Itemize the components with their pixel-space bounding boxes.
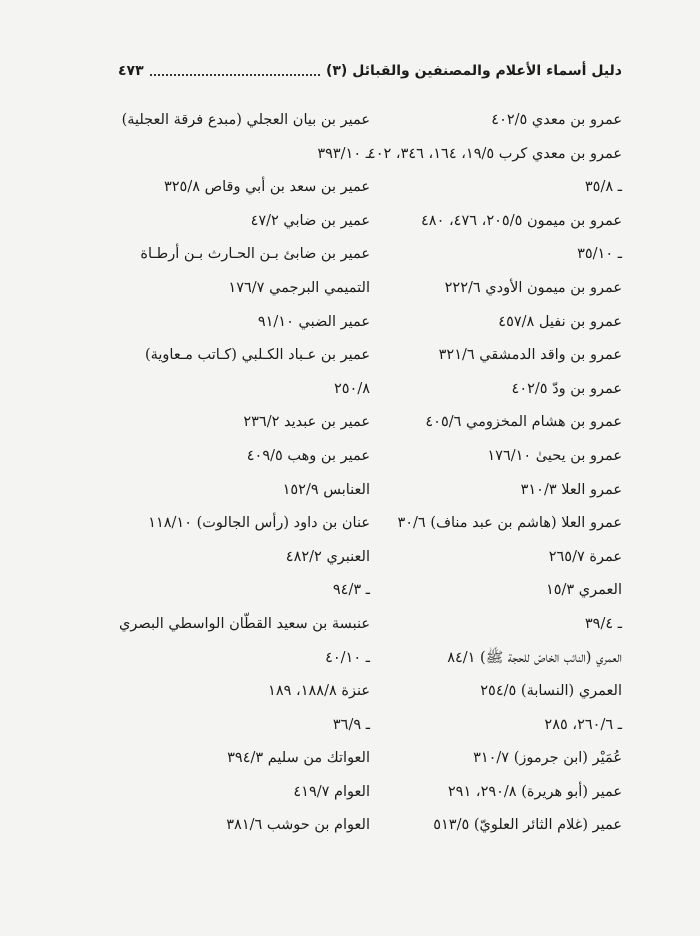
index-entry: عمير بن عبديد ٢٣٦/٢ <box>243 414 370 431</box>
index-entry: العنبري ٤٨٢/٢ <box>285 548 370 565</box>
index-column-right <box>362 104 622 843</box>
index-entry: العواتك من سليم ٣٩٤/٣ <box>227 750 370 767</box>
index-entry: ـ ٢٦٠/٦، ٢٨٥ <box>544 716 622 733</box>
index-entry: عمير (أبو هريرة) ٢٩٠/٨، ٢٩١ <box>447 783 622 800</box>
index-entry: عمرة ٢٦٥/٧ <box>548 548 622 565</box>
index-entry: ـ ٣٦/٩ <box>332 716 370 733</box>
index-entry: عمرو العلا ٣١٠/٣ <box>520 481 622 498</box>
header-leader-dots <box>150 74 320 76</box>
index-entry: عمرو بن هشام المخزومي ٤٠٥/٦ <box>425 414 622 431</box>
index-entry: العوام ٤١٩/٧ <box>293 783 370 800</box>
index-entry: التميمي البرجمي ١٧٦/٧ <box>228 279 370 296</box>
header-title: دليل أسماء الأعلام والمصنفين والقبائل (٣) <box>325 63 622 79</box>
index-entry: عمير بن ضابئ بـن الحـارث بـن أرطـاة <box>140 246 370 263</box>
index-entry: عمير بن وهب ٤٠٩/٥ <box>246 447 370 464</box>
index-entry: عمرو العلا (هاشم بن عبد مناف) ٣٠/٦ <box>397 515 622 532</box>
index-entry: ـ ٣٩٣/١٠ <box>317 145 370 162</box>
index-column-left <box>119 104 370 843</box>
index-entry: عمرو بن ودّ ٤٠٢/٥ <box>511 380 622 397</box>
index-entry: ـ ٣٥/٨ <box>584 179 622 196</box>
index-entry: عمير بن ضابي ٤٧/٢ <box>250 212 370 229</box>
index-entry: عمير الضبي ٩١/١٠ <box>257 313 370 330</box>
index-entry: عمير بن بيان العجلي (مبدع فرقة العجلية) <box>121 112 370 128</box>
index-entry: ـ ٣٩/٤ <box>584 615 622 632</box>
index-entry: العمري (النائب الخاصّ للحجة ﷺ) ٨٤/١ <box>447 649 622 666</box>
index-entry: عنزة ١٨٨/٨، ١٨٩ <box>268 683 370 700</box>
index-entry: عمير (غلام الثائر العلويّ) ٥١٣/٥ <box>433 817 622 834</box>
index-entry: عمرو بن ميمون ٢٠٥/٥، ٤٧٦، ٤٨٠ <box>421 212 622 229</box>
index-entry: عُمَيْر (ابن جرموز) ٣١٠/٧ <box>473 750 622 767</box>
index-entry: عمير بن سعد بن أبي وقاص ٣٢٥/٨ <box>163 179 370 196</box>
index-entry: عمرو بن يحيىٰ ١٧٦/١٠ <box>487 447 622 464</box>
index-entry: عمرو بن ميمون الأودي ٢٢٢/٦ <box>444 279 622 296</box>
page-number: ٤٧٣ <box>118 63 144 79</box>
index-entry: العنابس ١٥٢/٩ <box>282 481 370 498</box>
index-entry: ـ ٩٤/٣ <box>332 582 370 599</box>
index-entry: عمرو بن معدي ٤٠٢/٥ <box>491 112 622 128</box>
index-entry: عمرو بن معدي كرب ١٩/٥، ١٦٤، ٣٤٦، ٤٠٢ <box>367 145 622 162</box>
index-entry: عمير بن عـباد الكـلبي (كـاتب مـعاوية) <box>144 347 370 364</box>
index-entry: العوام بن حوشب ٣٨١/٦ <box>226 817 370 834</box>
index-entry: ـ ٤٠/١٠ <box>325 649 370 666</box>
index-entry: ٢٥٠/٨ <box>333 380 370 397</box>
index-entry: العمري (النسابة) ٢٥٤/٥ <box>480 683 622 700</box>
index-entry: عمرو بن نفيل ٤٥٧/٨ <box>498 313 622 330</box>
index-entry: العمري ١٥/٣ <box>545 582 622 599</box>
index-entry: عنبسة بن سعيد القطّان الواسطي البصري <box>119 615 370 632</box>
index-entry: عنان بن داود (رأس الجالوت) ١١٨/١٠ <box>148 515 370 532</box>
index-entry: ـ ٣٥/١٠ <box>577 246 622 263</box>
index-entry: عمرو بن واقد الدمشقي ٣٢١/٦ <box>438 347 622 364</box>
running-header <box>118 58 622 84</box>
